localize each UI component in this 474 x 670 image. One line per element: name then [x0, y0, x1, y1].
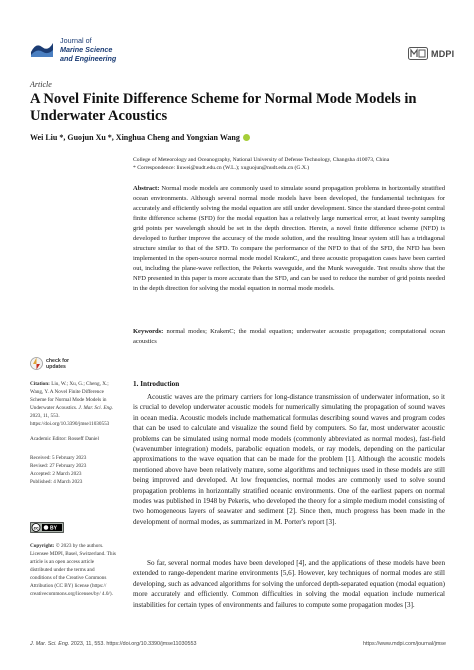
- copyright-text: © 2023 by the authors. Licensee MDPI, Basel, Switzerland. This article is an open access article distributed under the terms and conditions of the Creative Commons Attribution (CC BY) license (https:// creativecommons.org/licenses/by/ 4.0/).: [30, 543, 116, 597]
- revised-date: Revised: 27 February 2023: [30, 463, 87, 469]
- publisher-name: MDPI: [431, 48, 455, 59]
- check-updates-icon: [30, 356, 43, 371]
- footer-journal-link[interactable]: https://www.mdpi.com/journal/jmse: [363, 641, 446, 647]
- footer-citation: J. Mar. Sci. Eng. 2023, 11, 553. https://doi.org/10.3390/jmse11030553: [30, 641, 197, 647]
- journal-logo: [30, 38, 54, 58]
- received-date: Received: 5 February 2023: [30, 455, 87, 461]
- citation-label: Citation:: [30, 381, 50, 387]
- section-heading-introduction: 1. Introduction: [133, 380, 180, 388]
- mdpi-logo-icon: [408, 47, 428, 60]
- affiliation-block: [133, 156, 453, 172]
- orcid-icon[interactable]: [243, 134, 250, 141]
- journal-name: Journal of Marine Science and Engineering: [60, 36, 117, 63]
- cc-by-license-icon[interactable]: [30, 522, 64, 533]
- accepted-date: Accepted: 2 March 2023: [30, 471, 82, 477]
- correspondence: * Correspondence: liuwei@nudt.edu.cn (W.L.); xuguojun@nudt.edu.cn (G.X.): [133, 165, 310, 171]
- body-paragraph-2: So far, several normal modes have been developed [4], and the applications of these models have been extended to range-dependent marine environments [5,6]. However, key techniques of normal modes are still developing, such as advanced algorithms for solving the unforced depth-separated equation (modal equation) more accurately and efficiently. Common difficulties in solving the modal equation include numerical instabilities for certain types of environments and failures to compute some propagation modes [3].: [133, 559, 445, 609]
- citation-doi[interactable]: 2023, 11, 553. https://doi.org/10.3390/jmse11030553: [30, 413, 110, 427]
- author-list: [30, 133, 250, 142]
- page-footer: [30, 641, 446, 647]
- academic-editor: Academic Editor: Rosseff Daniel: [30, 436, 99, 442]
- copyright-block: [30, 542, 116, 598]
- svg-text:cc: cc: [33, 525, 39, 531]
- keywords: [133, 327, 445, 347]
- check-updates-label: check for updates: [46, 357, 70, 370]
- abstract: [133, 184, 445, 294]
- authors-text: Wei Liu *, Guojun Xu *, Xinghua Cheng and Yongxian Wang: [30, 133, 240, 142]
- published-date: Published: 4 March 2023: [30, 479, 83, 485]
- article-title: A Novel Finite Difference Scheme for Normal Mode Models in Underwater Acoustics: [30, 91, 417, 124]
- citation-text: Liu, W.; Xu, G.; Cheng, X.; Wang, Y. A Novel Finite Difference Scheme for Normal Mode Models in Underwater Acoustics.: [30, 381, 109, 411]
- svg-text:BY: BY: [50, 525, 57, 532]
- keywords-text: normal modes; KrakenC; the modal equation; underwater acoustic propagation; computational ocean acoustics: [133, 328, 446, 345]
- keywords-label: Keywords:: [133, 328, 164, 335]
- check-for-updates-button[interactable]: [30, 356, 69, 371]
- publication-dates: [30, 454, 116, 486]
- citation-block: [30, 380, 116, 428]
- publisher-logo[interactable]: [408, 47, 454, 60]
- body-paragraph-1: Acoustic waves are the primary carriers for long-distance transmission of underwater information, so it is crucial to develop underwater acoustic models for numerically simulating the propagation of sound waves in ocean media. Acoustic models include mathematical formulas describing sound waves and program codes that can be used to calculate and visualize the sound field by computers. So far, most underwater acoustic problems can be simulated using normal mode models (commonly abbreviated as normal modes), fast-field (wavenumber integration) models, parabolic equation models, or ray models, depending on the particular approximations to the wave equation that can be made for the problem [1]. Although the acoustic models mentioned above have been relatively mature, some algorithms and techniques used in these models are still being improved and developed. At low frequencies, normal modes are commonly used to solve sound propagation problems in horizontally stratified oceanic environments. One of the earliest papers on normal modes was published in 1948 by Pekeris, who developed the theory for a simple medium model consisting of two homogeneous layers of seawater and sediment [2]. Since then, much progress has been made in the development of normal modes, as summarized in M. Porter's report [3].: [133, 393, 445, 526]
- citation-journal: J. Mar. Sci. Eng.: [78, 405, 113, 411]
- abstract-label: Abstract:: [133, 185, 160, 192]
- abstract-text: Normal mode models are commonly used to simulate sound propagation problems in horizontally stratified ocean environments. Although several normal mode models have been developed, the fundamental techniques for accurately and efficiently solving the modal equation are still under development. Since the standard three-point central finite difference scheme (SFD) for the modal equation has a relatively large numerical error, at least twenty sampling grid points per wavelength should be set in the depth direction. Herein, a novel finite difference scheme (NFD) is developed to further improve the accuracy of the mode solution, and the resulting linear system still has a tridiagonal structure similar to that of the SFD. To compare the performance of the NFD to that of the SFD, the NFD has been implemented in the open-source normal mode model KrakenC, and three acoustic propagation cases have been carried out, including the plane-wave reflection, the Pekeris waveguide, and the Munk waveguide. Test results show that the NFD presented in this paper is more accurate than the SFD, and can be used to reduce the number of grid points needed in the depth direction for solving the modal equation in normal mode models.: [133, 185, 446, 292]
- article-type: Article: [30, 80, 52, 89]
- copyright-label: Copyright:: [30, 543, 55, 549]
- affiliation: College of Meteorology and Oceanography, National University of Defense Technology, Changsha 410073, China: [133, 157, 390, 163]
